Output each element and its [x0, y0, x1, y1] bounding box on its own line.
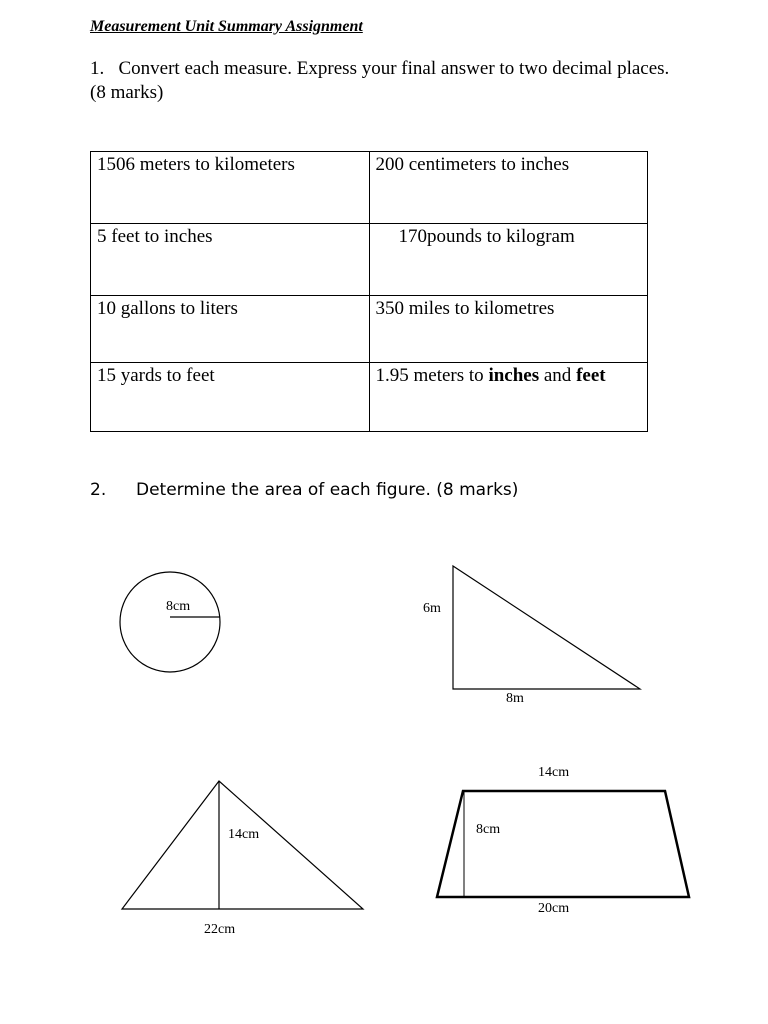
trapezoid-shape [437, 791, 689, 897]
circle-shape [120, 572, 220, 672]
right-triangle-shape [453, 566, 640, 689]
triangle-shape [122, 781, 363, 909]
trapezoid-top-label: 14cm [538, 765, 570, 780]
right-triangle-base-label: 8m [506, 691, 524, 706]
conversion-cell: 170pounds to kilogram [369, 224, 648, 296]
question-2-text: Determine the area of each figure. (8 marks) [136, 480, 519, 500]
right-triangle-height-label: 6m [423, 601, 441, 616]
triangle-height-label: 14cm [228, 827, 260, 842]
question-1-text: Convert each measure. Express your final answer to two decimal places. (8 marks) [90, 58, 670, 103]
bold-unit-text: inches [488, 365, 540, 386]
bold-unit-text: feet [576, 365, 606, 386]
circle-radius-label: 8cm [166, 599, 191, 614]
conversion-cell: 200 centimeters to inches [369, 152, 648, 224]
conversion-cell: 350 miles to kilometres [369, 296, 648, 363]
trapezoid-height-label: 8cm [476, 822, 501, 837]
trapezoid-bottom-label: 20cm [538, 901, 570, 916]
triangle-figure [122, 781, 363, 937]
conversion-cell: 10 gallons to liters [91, 296, 370, 363]
assignment-title: Measurement Unit Summary Assignment [90, 18, 363, 35]
trapezoid-figure [437, 765, 689, 916]
question-1-number: 1. [90, 58, 105, 79]
triangle-base-label: 22cm [204, 922, 236, 937]
conversion-cell: 1506 meters to kilometers [91, 152, 370, 224]
circle-figure [120, 572, 220, 672]
question-2-number: 2. [90, 480, 107, 500]
right-triangle-figure [423, 566, 640, 706]
conversion-cell: 5 feet to inches [91, 224, 370, 296]
conversion-cell: 1.95 meters to inches and feet [369, 363, 648, 432]
conversion-cell: 15 yards to feet [91, 363, 370, 432]
